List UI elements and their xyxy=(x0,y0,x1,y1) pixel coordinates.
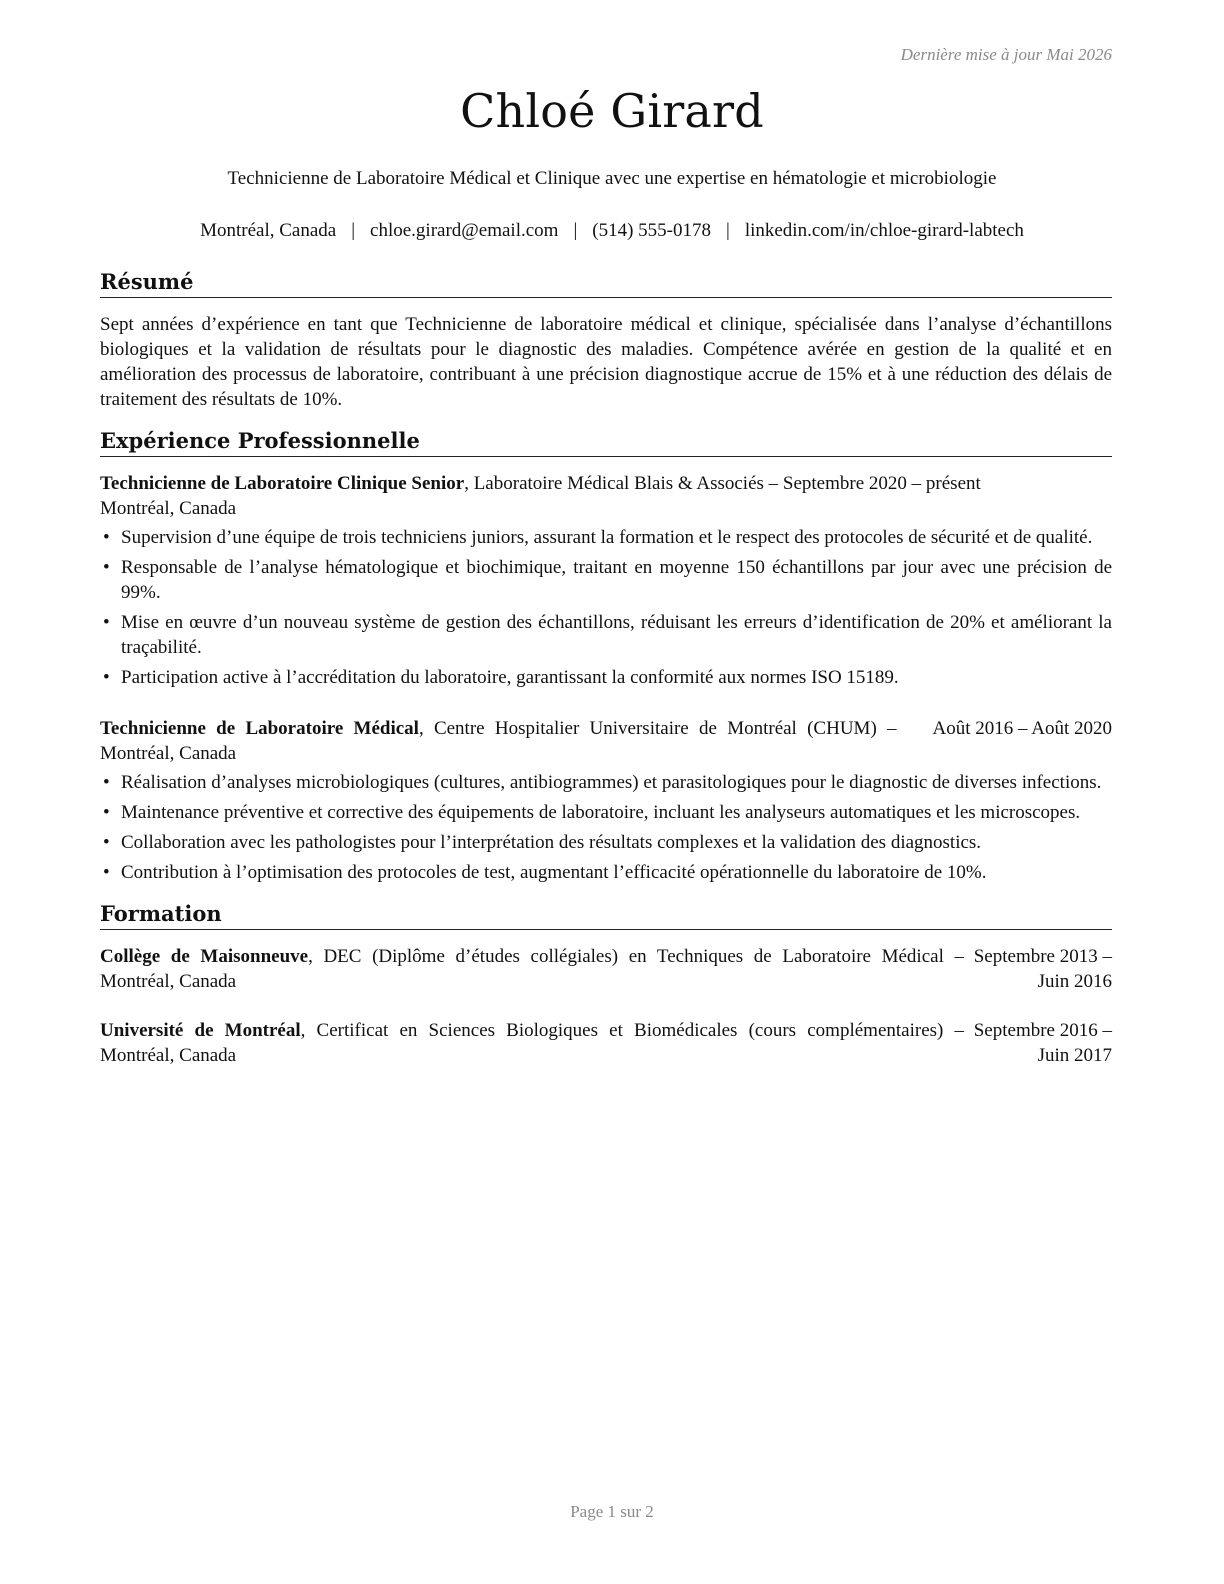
education-section xyxy=(100,900,1112,1068)
contact-phone: (514) 555-0178 xyxy=(592,220,711,241)
experience-section xyxy=(100,427,1112,885)
candidate-name: Chloé Girard xyxy=(460,84,764,138)
summary-section xyxy=(100,268,1112,412)
bullet-text: Mise en œuvre d’un nouveau système de gestion des échantillons, réduisant les erreurs d’identification de 20% et améliorant la traçabilité. xyxy=(121,612,1112,658)
summary-text: Sept années d’expérience en tant que Technicienne de laboratoire médical et clinique, spécialisée dans l’analyse d’échantillons biologiques et la validation de résultats pour le diagnostic des maladies. Compétence avérée en gestion de la qualité et en amélioration des processus de laboratoire, contribuant à une précision diagnostique accrue de 15% et à une réduction des délais de traitement des résultats de 10%. xyxy=(100,314,1112,410)
education-entry xyxy=(100,944,1112,994)
job-employer: , Laboratoire Médical Blais & Associés – Septembre 2020 – présent xyxy=(464,473,981,494)
education-detail: , DEC (Diplôme d’études collégiales) en Techniques de Laboratoire Médical – Montréal, Canada xyxy=(100,946,964,992)
job-bullets xyxy=(100,525,1112,690)
list-item xyxy=(100,800,1112,825)
job-location: Montréal, Canada xyxy=(100,498,237,519)
list-item xyxy=(100,555,1112,605)
education-school: Université de Montréal xyxy=(100,1020,301,1041)
bullet-text: Réalisation d’analyses microbiologiques (cultures, antibiogrammes) et parasitologiques pour le diagnostic de diverses infections. xyxy=(121,772,1102,793)
job-role: Technicienne de Laboratoire Clinique Senior xyxy=(100,473,465,494)
page-number: Page 1 sur 2 xyxy=(570,1502,654,1521)
contact-location: Montréal, Canada xyxy=(200,220,337,241)
summary-title: Résumé xyxy=(100,268,1112,298)
education-title: Formation xyxy=(100,900,1112,930)
bullet-text: Collaboration avec les pathologistes pour l’interprétation des résultats complexes et la validation des diagnostics. xyxy=(121,832,982,853)
education-detail: , Certificat en Sciences Biologiques et Biomédicales (cours complémentaires) – Montréal, Canada xyxy=(100,1020,964,1066)
list-item xyxy=(100,525,1112,550)
contact-email[interactable]: chloe.girard@email.com xyxy=(370,220,559,241)
job-dates: Août 2016 – Août 2020 xyxy=(932,718,1112,739)
job-entry xyxy=(100,716,1112,885)
education-school: Collège de Maisonneuve xyxy=(100,946,309,967)
contact-line xyxy=(0,220,1224,242)
bullet-text: Participation active à l’accréditation du laboratoire, garantissant la conformité aux normes ISO 15189. xyxy=(121,667,899,688)
list-item xyxy=(100,610,1112,660)
job-title-line xyxy=(100,471,1112,496)
bullet-icon: • xyxy=(103,772,110,793)
list-item xyxy=(100,830,1112,855)
job-role: Technicienne de Laboratoire Médical xyxy=(100,718,419,739)
job-employer: , Centre Hospitalier Universitaire de Montréal (CHUM) – Montréal, Canada xyxy=(100,718,897,764)
bullet-text: Maintenance préventive et corrective des équipements de laboratoire, incluant les analyseurs automatiques et les microscopes. xyxy=(121,802,1081,823)
education-line xyxy=(100,1018,964,1068)
bullet-icon: • xyxy=(103,862,110,883)
job-header xyxy=(100,471,1112,496)
last-updated: Dernière mise à jour Mai 2026 xyxy=(900,45,1112,64)
contact-separator: | xyxy=(573,220,578,241)
education-line xyxy=(100,944,964,994)
education-dates: Septembre 2016 – Juin 2017 xyxy=(973,1020,1112,1066)
contact-linkedin[interactable]: linkedin.com/in/chloe-girard-labtech xyxy=(744,220,1024,241)
bullet-icon: • xyxy=(103,667,110,688)
bullet-icon: • xyxy=(103,802,110,823)
list-item xyxy=(100,770,1112,795)
bullet-text: Responsable de l’analyse hématologique et biochimique, traitant en moyenne 150 échantillons par jour avec une précision de 99%. xyxy=(121,557,1112,603)
bullet-icon: • xyxy=(103,832,110,853)
job-entry xyxy=(100,471,1112,690)
education-header xyxy=(100,1018,1112,1068)
bullet-icon: • xyxy=(103,557,110,578)
bullet-icon: • xyxy=(103,527,110,548)
bullet-text: Contribution à l’optimisation des protocoles de test, augmentant l’efficacité opérationnelle du laboratoire de 10%. xyxy=(121,862,987,883)
list-item xyxy=(100,860,1112,885)
contact-separator: | xyxy=(726,220,730,241)
bullet-text: Supervision d’une équipe de trois techniciens juniors, assurant la formation et le respect des protocoles de sécurité et de qualité. xyxy=(121,527,1093,548)
job-bullets xyxy=(100,770,1112,885)
tagline: Technicienne de Laboratoire Médical et Clinique avec une expertise en hématologie et microbiologie xyxy=(227,168,997,189)
education-header xyxy=(100,944,1112,994)
list-item xyxy=(100,665,1112,690)
job-header xyxy=(100,716,1112,766)
education-dates: Septembre 2013 – Juin 2016 xyxy=(973,946,1112,992)
contact-separator: | xyxy=(351,220,356,241)
job-title-line xyxy=(100,716,897,766)
bullet-icon: • xyxy=(103,612,110,633)
education-entry xyxy=(100,1018,1112,1068)
experience-title: Expérience Professionnelle xyxy=(100,427,1112,457)
resume-content xyxy=(100,268,1112,1068)
